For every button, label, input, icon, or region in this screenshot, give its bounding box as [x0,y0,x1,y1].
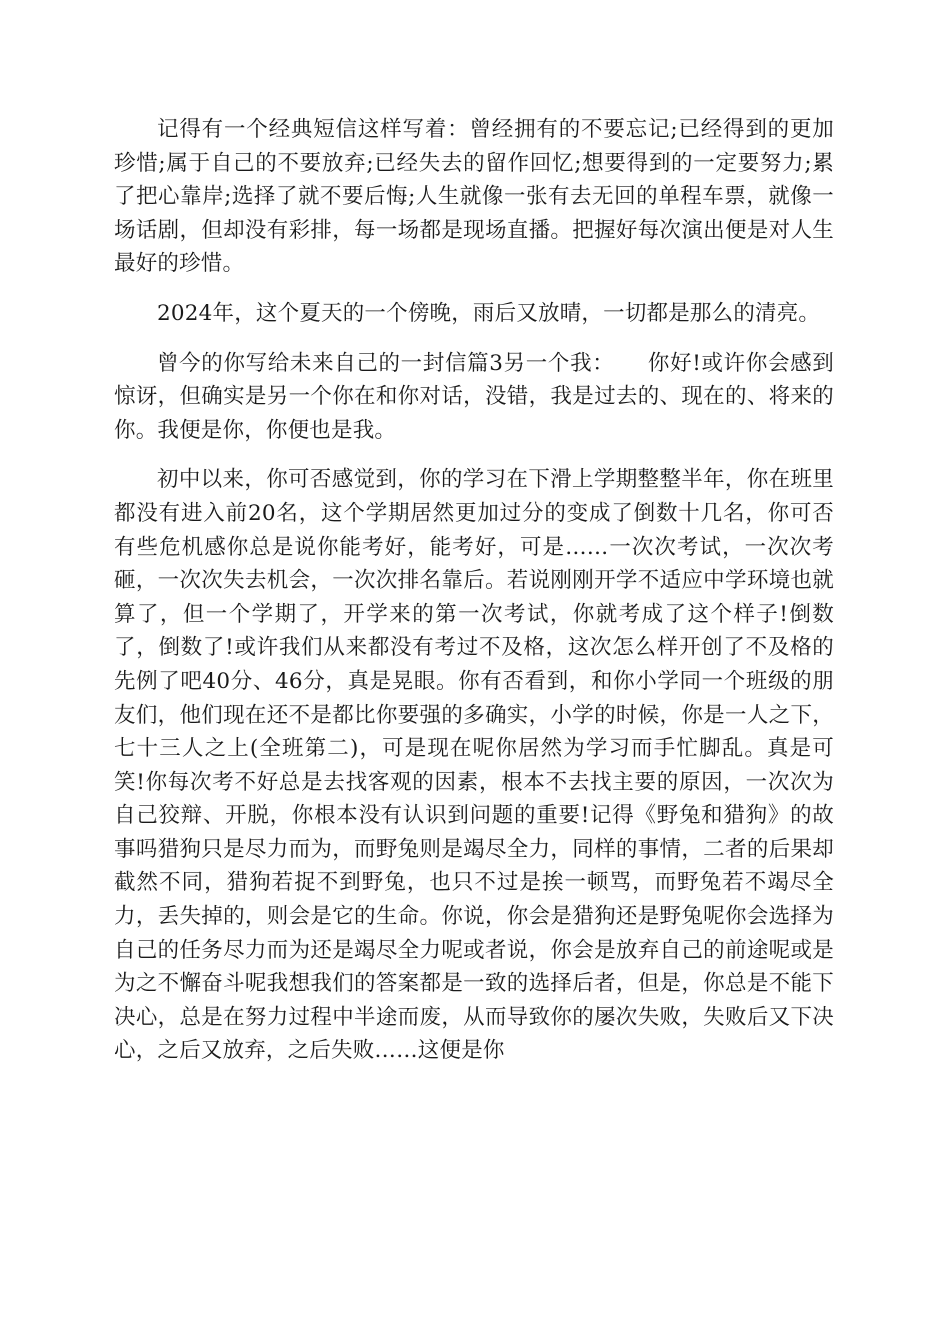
paragraph-letter-greeting: 曾今的你写给未来自己的一封信篇3另一个我： 你好!或许你会感到惊讶，但确实是另一个你在和你对话，没错，我是过去的、现在的、将来的你。我便是你，你便也是我。 [114,350,834,443]
paragraph-letter-body: 初中以来，你可否感觉到，你的学习在下滑上学期整整半年，你在班里都没有进入前20名，这个学期居然更加过分的变成了倒数十几名，你可否有些危机感你总是说你能考好，能考好，可是……一次次考试，一次次考砸，一次次失去机会，一次次排名靠后。若说刚刚开学不适应中学环境也就算了，但一个学期了，开学来的第一次考试，你就考成了这个样子!倒数了，倒数了!或许我们从来都没有考过不及格，这次怎么样开创了不及格的先例了吧40分、46分，真是晃眼。你有否看到，和你小学同一个班级的朋友们，他们现在还不是都比你要强的多确实，小学的时候，你是一人之下，七十三人之上(全班第二)，可是现在呢你居然为学习而手忙脚乱。真是可笑!你每次考不好总是去找客观的因素，根本不去找主要的原因，一次次为自己狡辩、开脱，你根本没有认识到问题的重要!记得《野兔和猎狗》的故事吗猎狗只是尽力而为，而野兔则是竭尽全力，同样的事情，二者的后果却截然不同，猎狗若捉不到野兔，也只不过是挨一顿骂，而野兔若不竭尽全力，丢失掉的，则会是它的生命。你说，你会是猎狗还是野兔呢你会选择为自己的任务尽力而为还是竭尽全力呢或者说，你会是放弃自己的前途呢或是为之不懈奋斗呢我想我们的答案都是一致的选择后者，但是，你总是不能下决心，总是在努力过程中半途而废，从而导致你的屡次失败，失败后又下决心，之后又放弃，之后失败……这便是你 [114,467,834,1064]
paragraph-quote: 记得有一个经典短信这样写着：曾经拥有的不要忘记;已经得到的更加珍惜;属于自己的不要放弃;已经失去的留作回忆;想要得到的一定要努力;累了把心靠岸;选择了就不要后悔;人生就像一张有去无回的单程车票，就像一场话剧，但却没有彩排，每一场都是现场直播。把握好每次演出便是对人生最好的珍惜。 [114,117,834,277]
document-body [114,113,834,1084]
paragraph-summer-evening: 2024年，这个夏天的一个傍晚，雨后又放晴，一切都是那么的清亮。 [157,300,821,326]
